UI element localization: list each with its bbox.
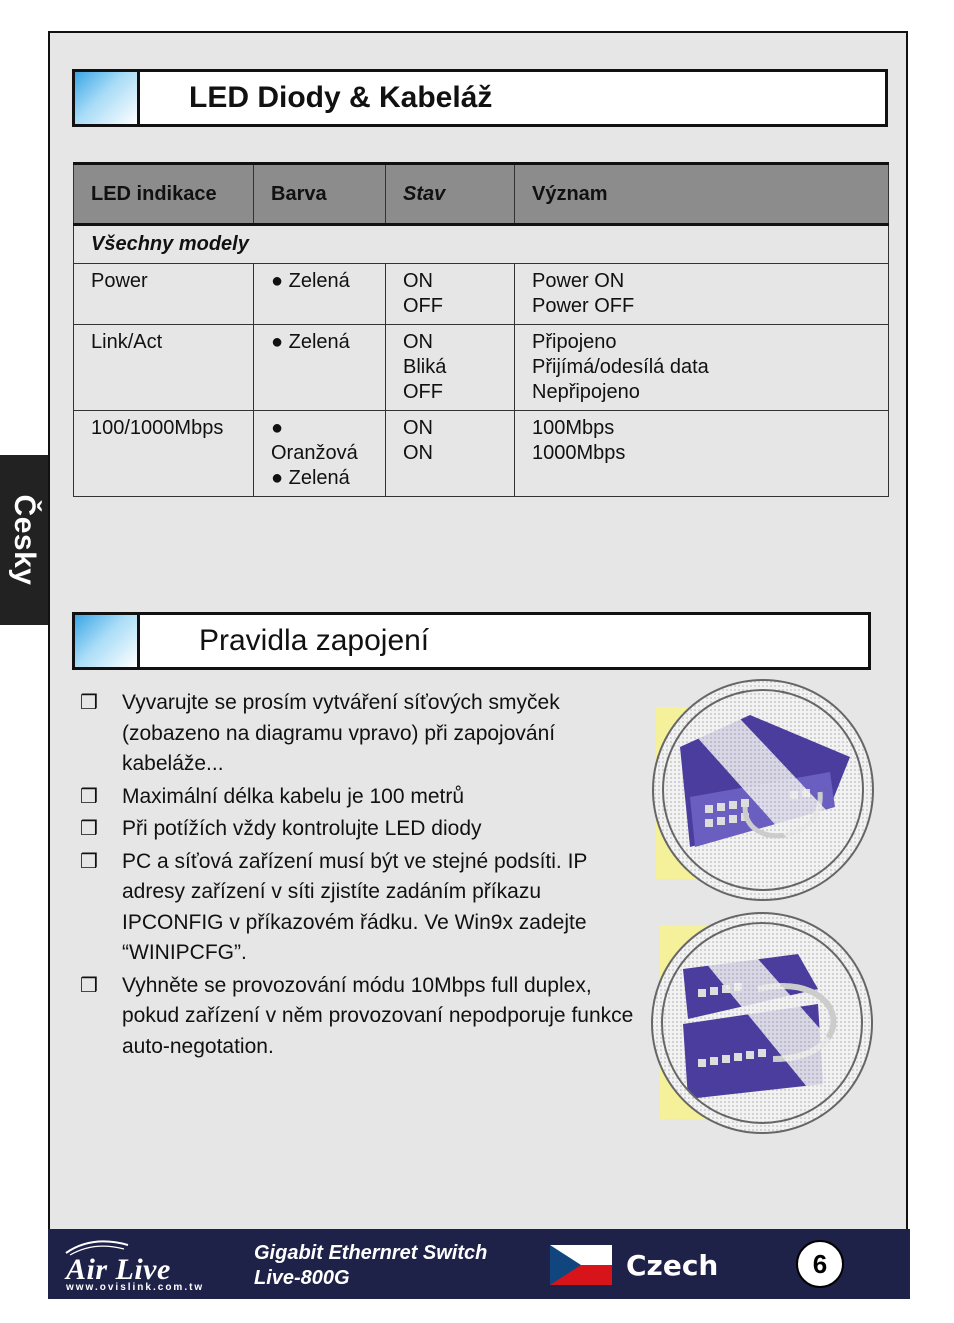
header-color: Barva [254, 164, 386, 225]
logo-url: www.ovislink.com.tw [66, 1282, 205, 1293]
list-item-text: Při potížích vždy kontrolujte LED diody [122, 817, 482, 840]
meaning-cell-line: 1000Mbps [532, 442, 626, 464]
product-line2: Live-800G [254, 1267, 350, 1289]
logo-brand: Air Live [66, 1253, 171, 1286]
color-cell-line: ● Zelená [271, 331, 350, 353]
color-cell [254, 411, 386, 497]
header-led: LED indikace [74, 164, 254, 225]
checkbox-bullet-icon: ❒ [80, 692, 98, 714]
table-header-row [74, 164, 889, 225]
product-info [254, 1241, 487, 1291]
air-live-logo [62, 1235, 242, 1295]
rules-list [78, 688, 638, 1064]
side-tab-label: Česky [8, 494, 41, 586]
no-loop-illustration-icon [648, 909, 878, 1137]
state-cell-line: Bliká [403, 356, 447, 378]
meaning-cell [515, 325, 889, 411]
list-item-text: Vyhněte se provozování módu 10Mbps full duplex, pokud zařízení v něm provozovaní nepodporuje funkce auto-negotation. [122, 973, 634, 1058]
list-item [78, 971, 638, 1063]
led-name-cell: Link/Act [74, 325, 254, 411]
state-cell [386, 411, 515, 497]
group-label: Všechny modely [74, 225, 889, 264]
color-cell-line: ● [271, 417, 284, 439]
led-name-cell: Power [74, 264, 254, 325]
led-name-cell: 100/1000Mbps [74, 411, 254, 497]
header-state: Stav [386, 164, 515, 225]
checkbox-bullet-icon: ❒ [80, 785, 98, 808]
checkbox-bullet-icon: ❒ [80, 974, 98, 997]
state-cell-line: ON [403, 417, 433, 439]
section-header-swatch [75, 72, 140, 124]
czech-flag-icon [550, 1245, 612, 1285]
table-row [74, 411, 889, 497]
list-item [78, 688, 638, 780]
footer-bar [48, 1229, 910, 1299]
meaning-cell-line: Power OFF [532, 295, 635, 317]
list-item [78, 814, 638, 845]
list-item [78, 847, 638, 969]
state-cell-line: ON [403, 442, 433, 464]
state-cell-line: OFF [403, 295, 443, 317]
table-row [74, 325, 889, 411]
section-title-rules: Pravidla zapojení [199, 624, 430, 657]
list-item-text: Maximální délka kabelu je 100 metrů [122, 784, 465, 808]
meaning-cell-line: Nepřipojeno [532, 381, 640, 403]
meaning-cell-line: 100Mbps [532, 417, 615, 439]
product-line1: Gigabit Ethernret Switch [254, 1242, 488, 1264]
section-header-rules [72, 612, 871, 670]
color-cell-line: ● Zelená [271, 467, 350, 489]
color-cell-line: Oranžová [271, 442, 358, 464]
section-header-swatch [75, 615, 140, 667]
language-label: Czech [626, 1249, 719, 1282]
section-title-led: LED Diody & Kabeláž [189, 81, 493, 114]
color-cell-line: ● Zelená [271, 270, 350, 292]
language-side-tab [0, 455, 48, 625]
meaning-cell [515, 411, 889, 497]
page-number: 6 [796, 1240, 844, 1288]
list-item-text: Vyvarujte se prosím vytváření síťových smyček (zobazeno na diagramu vpravo) při zapojování kabeláže... [122, 691, 560, 775]
meaning-cell-line: Připojeno [532, 331, 617, 353]
state-cell [386, 325, 515, 411]
state-cell-line: OFF [403, 381, 443, 403]
list-item-text: PC a síťová zařízení musí být ve stejné podsíti. IP adresy zařízení v síti zjistíte zadáním příkazu IPCONFIG v příkazovém řádku. Ve Win9x zadejte “WINIPCFG”. [122, 849, 588, 964]
state-cell-line: ON [403, 331, 433, 353]
list-item [78, 782, 638, 813]
led-table [73, 162, 889, 497]
meaning-cell-line: Přijímá/odesílá data [532, 356, 709, 378]
color-cell [254, 264, 386, 325]
no-loop-illustration-icon [650, 677, 880, 903]
header-meaning: Význam [515, 164, 889, 225]
state-cell [386, 264, 515, 325]
checkbox-bullet-icon: ❒ [80, 818, 98, 840]
meaning-cell-line: Power ON [532, 270, 625, 292]
meaning-cell [515, 264, 889, 325]
state-cell-line: ON [403, 270, 433, 292]
table-group-row [74, 225, 889, 264]
checkbox-bullet-icon: ❒ [80, 850, 98, 873]
section-header-led [72, 69, 888, 127]
color-cell [254, 325, 386, 411]
table-row [74, 264, 889, 325]
